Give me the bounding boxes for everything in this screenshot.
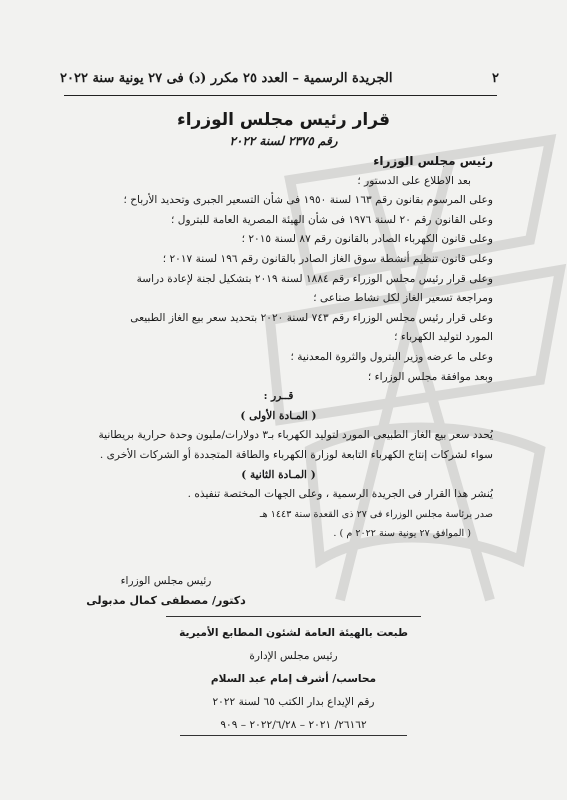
preamble-line: وعلى قانون الكهرباء الصادر بالقانون رقم ٨٧ لسنة ٢٠١٥ ؛: [241, 233, 493, 246]
preamble-line: وعلى المرسوم بقانون رقم ١٦٣ لسنة ١٩٥٠ فى شأن التسعير الجبرى وتحديد الأرباح ؛: [123, 194, 493, 207]
gazette-header: [60, 68, 499, 88]
page-number: ٢: [492, 70, 499, 86]
footer-divider: [180, 735, 407, 736]
printer-footer: [150, 622, 437, 737]
issuer-heading: رئيس مجلس الوزراء: [373, 154, 493, 168]
signature-block: [66, 572, 266, 610]
preamble-line: وعلى القانون رقم ٢٠ لسنة ١٩٧٦ فى شأن الهيئة المصرية العامة للبترول ؛: [171, 213, 493, 226]
decree-body: [64, 152, 493, 544]
preamble-line: وعلى ما عرضه وزير البترول والثروة المعدنية ؛: [290, 350, 493, 363]
issued-date-hijri: صدر برئاسة مجلس الوزراء فى ٢٧ ذى القعدة سنة ١٤٤٣ هـ: [259, 508, 493, 520]
article-2-title: ( المـادة الثانية ): [241, 468, 316, 481]
board-role: رئيس مجلس الإدارة: [249, 650, 338, 662]
preamble-line: بعد الاطلاع على الدستور ؛: [357, 174, 471, 187]
preamble-line: المورد لتوليد الكهرباء ؛: [394, 331, 493, 344]
article-1-text: يُحدد سعر بيع الغاز الطبيعى المورد لتوليد الكهرباء بـ٣ دولارات/مليون وحدة حرارية بريطانية: [98, 429, 493, 442]
decree-number: رقم ٢٣٧٥ لسنة ٢٠٢٢: [229, 134, 338, 148]
header-divider: [64, 95, 497, 96]
issued-date-gregorian: ( الموافق ٢٧ يونية سنة ٢٠٢٢ م ) .: [333, 528, 471, 540]
preamble-line: وبعد موافقة مجلس الوزراء ؛: [367, 370, 493, 383]
deposit-number: رقم الإيداع بدار الكتب ٦٥ لسنة ٢٠٢٢: [212, 696, 375, 708]
preamble-line: وعلى قانون تنظيم أنشطة سوق الغاز الصادر بالقانون رقم ١٩٦ لسنة ٢٠١٧ ؛: [162, 252, 493, 265]
article-1-text: سواء لشركات إنتاج الكهرباء التابعة لوزارة الكهرباء والطاقة المتجددة أو الشركات الأخرى .: [99, 448, 493, 461]
preamble-line: ومراجعة تسعير الغاز لكل نشاط صناعى ؛: [313, 292, 493, 305]
gazette-issue-line: الجريدة الرسمية – العدد ٢٥ مكرر (د) فى ٢٧ يونية سنة ٢٠٢٢: [60, 70, 393, 86]
decree-title: قرار رئيس مجلس الوزراء: [177, 110, 390, 130]
signature-role: رئيس مجلس الوزراء: [120, 575, 212, 587]
article-2-text: يُنشر هذا القرار فى الجريدة الرسمية ، وعلى الجهات المختصة تنفيذه .: [187, 488, 493, 501]
footer-divider: [166, 616, 421, 617]
article-1-title: ( المـادة الأولى ): [240, 409, 317, 422]
preamble-line: وعلى قرار رئيس مجلس الوزراء رقم ١٨٨٤ لسنة ٢٠١٩ بتشكيل لجنة لإعادة دراسة: [136, 272, 493, 285]
chairman-name: محاسب/ أشرف إمام عبد السلام: [210, 673, 377, 685]
preamble-line: وعلى قرار رئيس مجلس الوزراء رقم ٧٤٣ لسنة ٢٠٢٠ بتحديد سعر بيع الغاز الطبيعى: [130, 311, 493, 324]
print-code: ٢٦١٦٢/ ٢٠٢١ – ٢٠٢٢/٦/٢٨ – ٩٠٩: [220, 719, 367, 731]
signature-name: دكتور/ مصطفى كمال مدبولى: [86, 594, 246, 607]
decides-heading: قــرر :: [263, 390, 294, 403]
printed-by: طبعت بالهيئة العامة لشئون المطابع الأميرية: [179, 627, 408, 639]
